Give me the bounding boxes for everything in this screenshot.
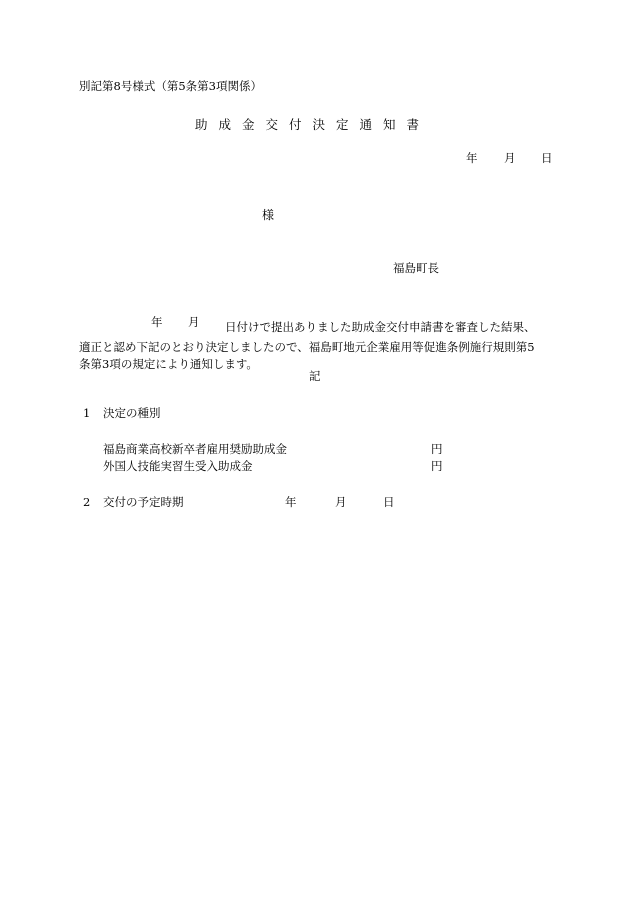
section-2-label: 交付の予定時期 (103, 495, 184, 509)
date-year-label: 年 (466, 151, 478, 165)
body-line-2: 適正と認め下記のとおり決定しましたので、福島町地元企業雇用等促進条例施行規則第5 (79, 340, 535, 354)
section-1-number: 1 (83, 406, 91, 420)
date-month-label: 月 (504, 151, 516, 165)
grant-item-1-name: 福島商業高校新卒者雇用奨励助成金 (103, 442, 287, 456)
form-reference-label: 別記第8号様式（第5条第3項関係） (79, 79, 262, 93)
grant-item-2-name: 外国人技能実習生受入助成金 (103, 459, 253, 473)
body-line-3: 条第3項の規定により通知します。 (79, 357, 258, 371)
notification-body (79, 317, 559, 371)
section-2-number: 2 (83, 495, 91, 509)
grant-item-2-yen: 円 (431, 459, 443, 473)
body-line-1: 日付けで提出ありました助成金交付申請書を審査した結果、 (225, 320, 536, 334)
section-1-label: 決定の種別 (103, 406, 161, 420)
issuer-name: 福島町長 (393, 261, 439, 275)
date-day-label: 日 (541, 151, 553, 165)
recipient-honorific: 様 (262, 208, 275, 222)
grant-item-1-yen: 円 (431, 442, 443, 456)
schedule-month-label: 月 (335, 495, 347, 509)
ki-heading: 記 (309, 369, 321, 383)
application-year-label: 年 (151, 315, 163, 329)
application-month-label: 月 (188, 315, 200, 329)
schedule-year-label: 年 (285, 495, 297, 509)
document-title: 助成金交付決定通知書 (195, 117, 431, 132)
schedule-day-label: 日 (383, 495, 395, 509)
